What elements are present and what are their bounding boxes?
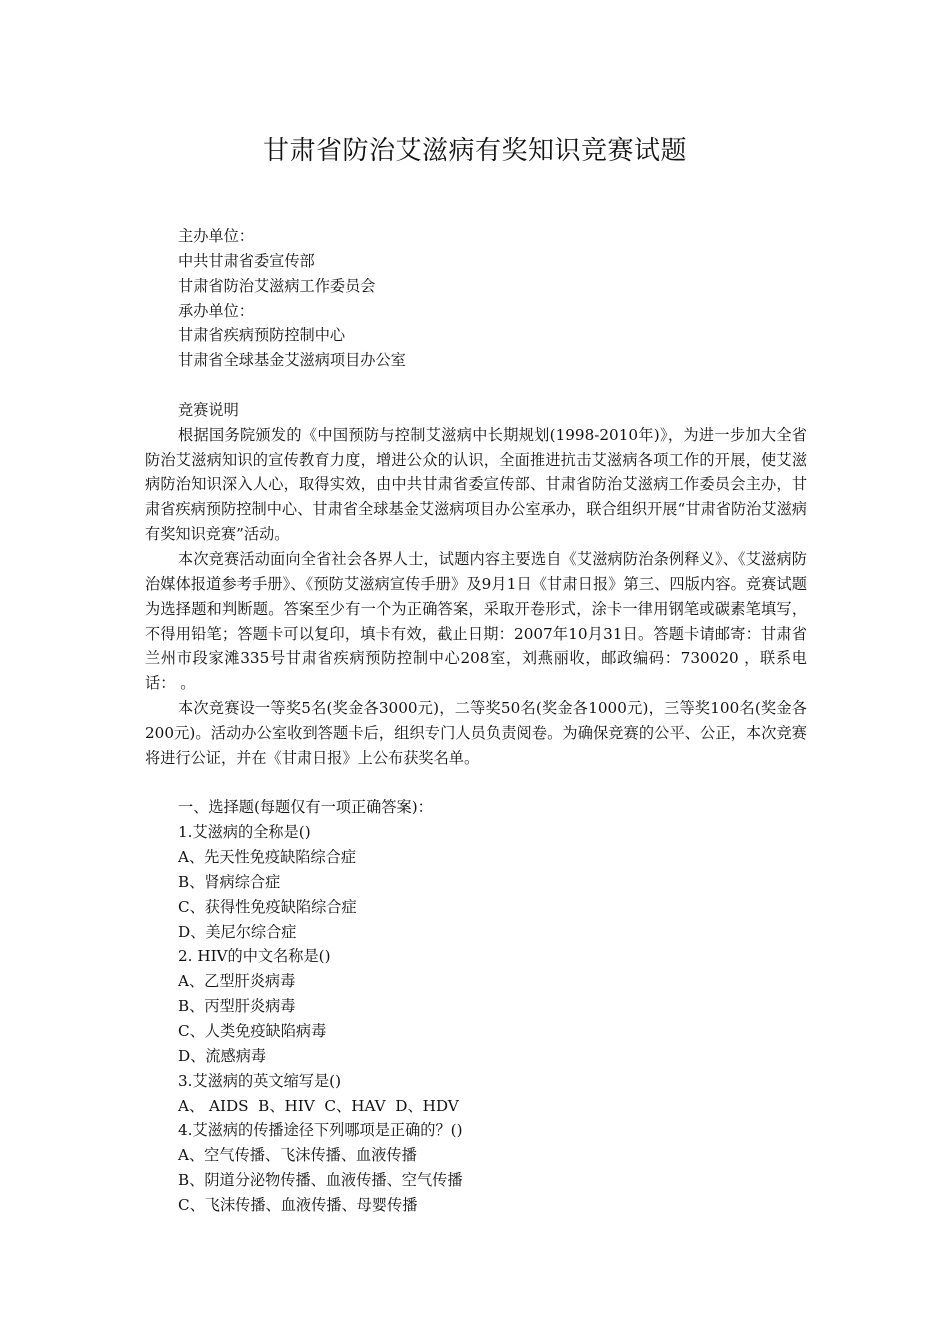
question-1-option-d: D、美尼尔综合症: [178, 922, 297, 941]
question-1-option-b: B、肾病综合症: [178, 872, 281, 891]
host-2: 甘肃省防治艾滋病工作委员会: [178, 276, 376, 295]
host-label: 主办单位：: [178, 227, 254, 245]
page-title: 甘肃省防治艾滋病有奖知识竞赛试题: [262, 136, 687, 166]
host-1: 中共甘肃省委宣传部: [178, 251, 315, 270]
spacer: [145, 373, 807, 398]
question-4-option-a: A、空气传播、飞沫传播、血液传播: [178, 1146, 417, 1165]
instructions-paragraph-1: 根据国务院颁发的《中国预防与控制艾滋病中长期规划(1998-2010年)》，为进一步加大全省防治艾滋病知识的宣传教育力度，增进公众的认识，全面推进抗击艾滋病各项工作的开展，使艾滋病防治知识深入人心，取得实效，由中共甘肃省委宣传部、甘肃省防治艾滋病工作委员会主办，甘肃省疾病预防控制中心、甘肃省全球基金艾滋病项目办公室承办，联合组织开展“甘肃省防治艾滋病有奖知识竞赛”活动。: [145, 425, 807, 544]
question-3: 3.艾滋病的英文缩写是(): [178, 1071, 342, 1090]
question-2-option-c: C、人类免疫缺陷病毒: [178, 1022, 327, 1040]
question-2-option-d: D、流感病毒: [178, 1046, 267, 1065]
question-4-option-c: C、飞沫传播、血液传播、母婴传播: [178, 1195, 418, 1214]
question-2-option-b: B、丙型肝炎病毒: [178, 997, 296, 1016]
question-2-option-a: A、乙型肝炎病毒: [178, 972, 296, 991]
undertaker-2: 甘肃省全球基金艾滋病项目办公室: [178, 351, 406, 370]
section1-heading: 一、选择题(每题仅有一项正确答案)：: [178, 798, 433, 817]
undertaker-1: 甘肃省疾病预防控制中心: [178, 326, 346, 345]
document-body: [145, 224, 807, 1218]
question-1: 1.艾滋病的全称是(): [178, 823, 311, 842]
question-2: 2. HIV的中文名称是(): [178, 947, 331, 966]
undertaker-label: 承办单位：: [178, 301, 254, 320]
instructions-paragraph-3: 本次竞赛设一等奖5名(奖金各3000元)，二等奖50名(奖金各1000元)，三等奖100名(奖金各200元)。活动办公室收到答题卡后，组织专门人员负责阅卷。为确保竞赛的公平、公正，本次竞赛将进行公证，并在《甘肃日报》上公布获奖名单。: [145, 699, 807, 767]
instructions-heading: 竞赛说明: [178, 400, 239, 419]
question-4: 4.艾滋病的传播途径下列哪项是正确的？(): [178, 1121, 463, 1140]
question-1-option-c: C、获得性免疫缺陷综合症: [178, 897, 357, 916]
instructions-paragraph-2: 本次竞赛活动面向全省社会各界人士，试题内容主要选自《艾滋病防治条例释义》、《艾滋病防治媒体报道参考手册》、《预防艾滋病宣传手册》及9月1日《甘肃日报》第三、四版内容。竞赛试题为选择题和判断题。答案至少有一个为正确答案，采取开卷形式，涂卡一律用钢笔或碳素笔填写，不得用铅笔；答题卡可以复印，填卡有效，截止日期：2007年10月31日。答题卡请邮寄：甘肃省兰州市段家滩335号甘肃省疾病预防控制中心208室，刘燕丽收，邮政编码：730020 ，联系电话： 。: [145, 549, 807, 693]
spacer: [145, 771, 807, 796]
question-3-options: A、 AIDS B、HIV C、HAV D、HDV: [178, 1096, 459, 1115]
question-4-option-b: B、阴道分泌物传播、血液传播、空气传播: [178, 1171, 463, 1190]
question-1-option-a: A、先天性免疫缺陷综合症: [178, 848, 357, 867]
